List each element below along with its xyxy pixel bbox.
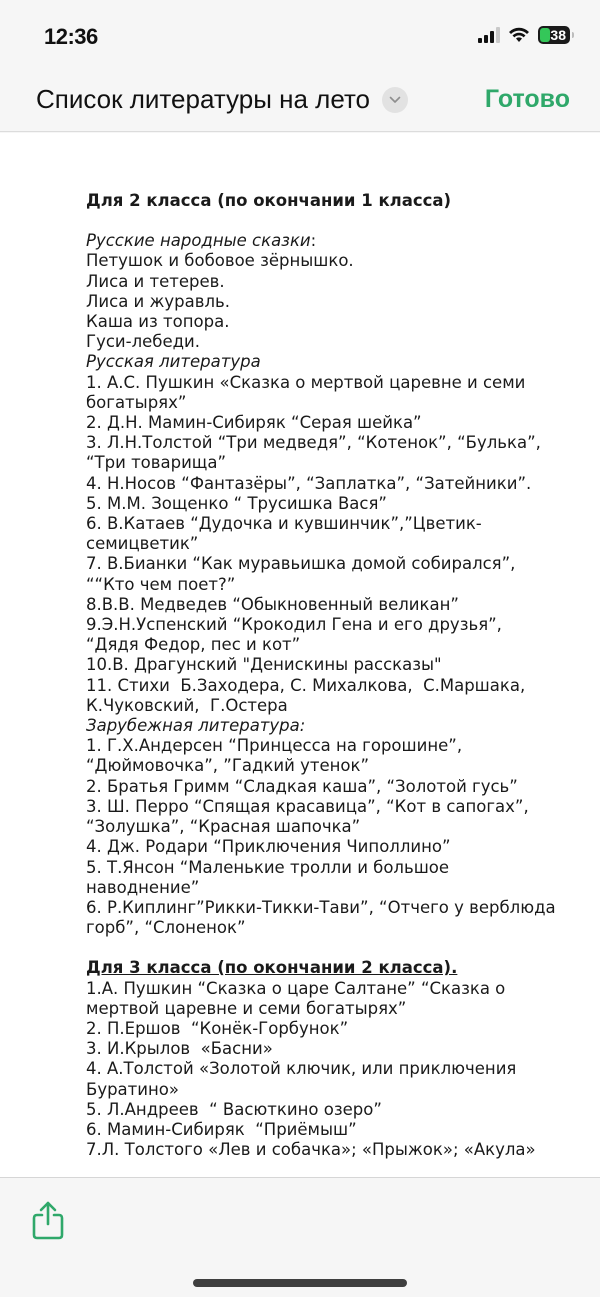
page-title: Список литературы на лето <box>36 84 371 114</box>
list-item: 2. Д.Н. Мамин-Сибиряк “Серая шейка” <box>86 413 422 433</box>
battery-icon <box>538 26 570 44</box>
list-item: 1.А. Пушкин “Сказка о царе Салтане” “Сказка о мертвой царевне и семи богатырях” <box>86 978 511 1018</box>
list-item: 5. М.М. Зощенко “ Трусишка Вася” <box>86 493 387 513</box>
list-item: 5. Т.Янсон “Маленькие тролли и большое наводнение” <box>86 857 455 897</box>
list-item: 10.В. Драгунский "Денискины рассказы" <box>86 655 442 675</box>
section-heading-grade-3: Для 3 класса (по окончании 2 класса). <box>86 958 458 978</box>
list-item: 4. Дж. Родари “Приключения Чиполлино” <box>86 837 451 857</box>
done-button[interactable]: Готово <box>484 85 570 113</box>
share-button[interactable] <box>30 1200 66 1240</box>
wifi-icon <box>508 27 530 43</box>
chevron-down-icon <box>389 96 401 104</box>
list-item: 11. Стихи Б.Заходера, С. Михалкова, С.Маршака, К.Чуковский, Г.Остера <box>86 675 531 715</box>
list-item: 4. А.Толстой «Золотой ключик, или приключения Буратино» <box>86 1059 522 1099</box>
russian-literature-subheading: Русская литература <box>86 352 261 372</box>
list-item: 3. Ш. Перро “Спящая красавица”, “Кот в сапогах”, “Золушка”, “Красная шапочка” <box>86 796 534 837</box>
list-item: Лиса и журавль. <box>86 291 230 311</box>
list-item: 3. Л.Н.Толстой “Три медведя”, “Котенок”, “Булька”, “Три товарища” <box>86 433 547 473</box>
share-icon <box>30 1200 66 1240</box>
list-item: 8.В.В. Медведев “Обыкновенный великан” <box>86 594 459 614</box>
list-item: Гуси-лебеди. <box>86 332 200 352</box>
list-item: 5. Л.Андреев “ Васюткино озеро” <box>86 1099 382 1119</box>
status-time: 12:36 <box>44 24 98 49</box>
home-indicator[interactable] <box>193 1279 407 1287</box>
cellular-signal-icon <box>478 27 500 43</box>
document-content <box>86 191 561 1160</box>
status-icons <box>478 26 570 44</box>
document-viewer[interactable] <box>0 133 600 1177</box>
foreign-literature-subheading: Зарубежная литература: <box>86 716 306 736</box>
status-bar <box>0 0 600 70</box>
bottom-toolbar <box>0 1177 600 1297</box>
list-item: Лиса и тетерев. <box>86 271 225 291</box>
list-item: 1. А.С. Пушкин «Сказка о мертвой царевне и семи богатырях” <box>86 372 531 412</box>
folk-tales-subheading: Русские народные сказки: <box>86 231 317 251</box>
list-item: 7. В.Бианки “Как муравьишка домой собирался”, ““Кто чем поет?” <box>86 554 521 594</box>
list-item: 6. Р.Киплинг”Рикки-Тикки-Тави”, “Отчего у верблюда горб”, “Слоненок” <box>86 897 561 938</box>
list-item: 9.Э.Н.Успенский “Крокодил Гена и его друзья”, “Дядя Федор, пес и кот” <box>86 615 508 655</box>
navigation-bar <box>0 70 600 132</box>
list-item: Каша из топора. <box>86 312 230 332</box>
battery-level: 38 <box>550 27 566 43</box>
title-menu[interactable] <box>36 84 408 115</box>
section-spacer <box>86 938 556 958</box>
list-item: 2. П.Ершов “Конёк-Горбунок” <box>86 1018 349 1038</box>
list-item: 4. Н.Носов “Фантазёры”, “Заплатка”, “Затейники”. <box>86 473 532 493</box>
title-menu-button[interactable] <box>382 87 408 113</box>
list-item: 6. В.Катаев “Дудочка и кувшинчик”,”Цветик-семицветик” <box>86 514 482 554</box>
list-item: Петушок и бобовое зёрнышко. <box>86 251 354 271</box>
section-heading-grade-2: Для 2 класса (по окончании 1 класса) <box>86 191 452 210</box>
list-item: 3. И.Крылов «Басни» <box>86 1039 273 1059</box>
list-item: 7.Л. Толстого «Лев и собачка»; «Прыжок»; «Акула» <box>86 1140 536 1160</box>
list-item: 2. Братья Гримм “Сладкая каша”, “Золотой гусь” <box>86 776 518 796</box>
list-item: 6. Мамин-Сибиряк “Приёмыш” <box>86 1119 357 1139</box>
list-item: 1. Г.Х.Андерсен “Принцесса на горошине”, “Дюймовочка”, ”Гадкий утенок” <box>86 736 468 776</box>
